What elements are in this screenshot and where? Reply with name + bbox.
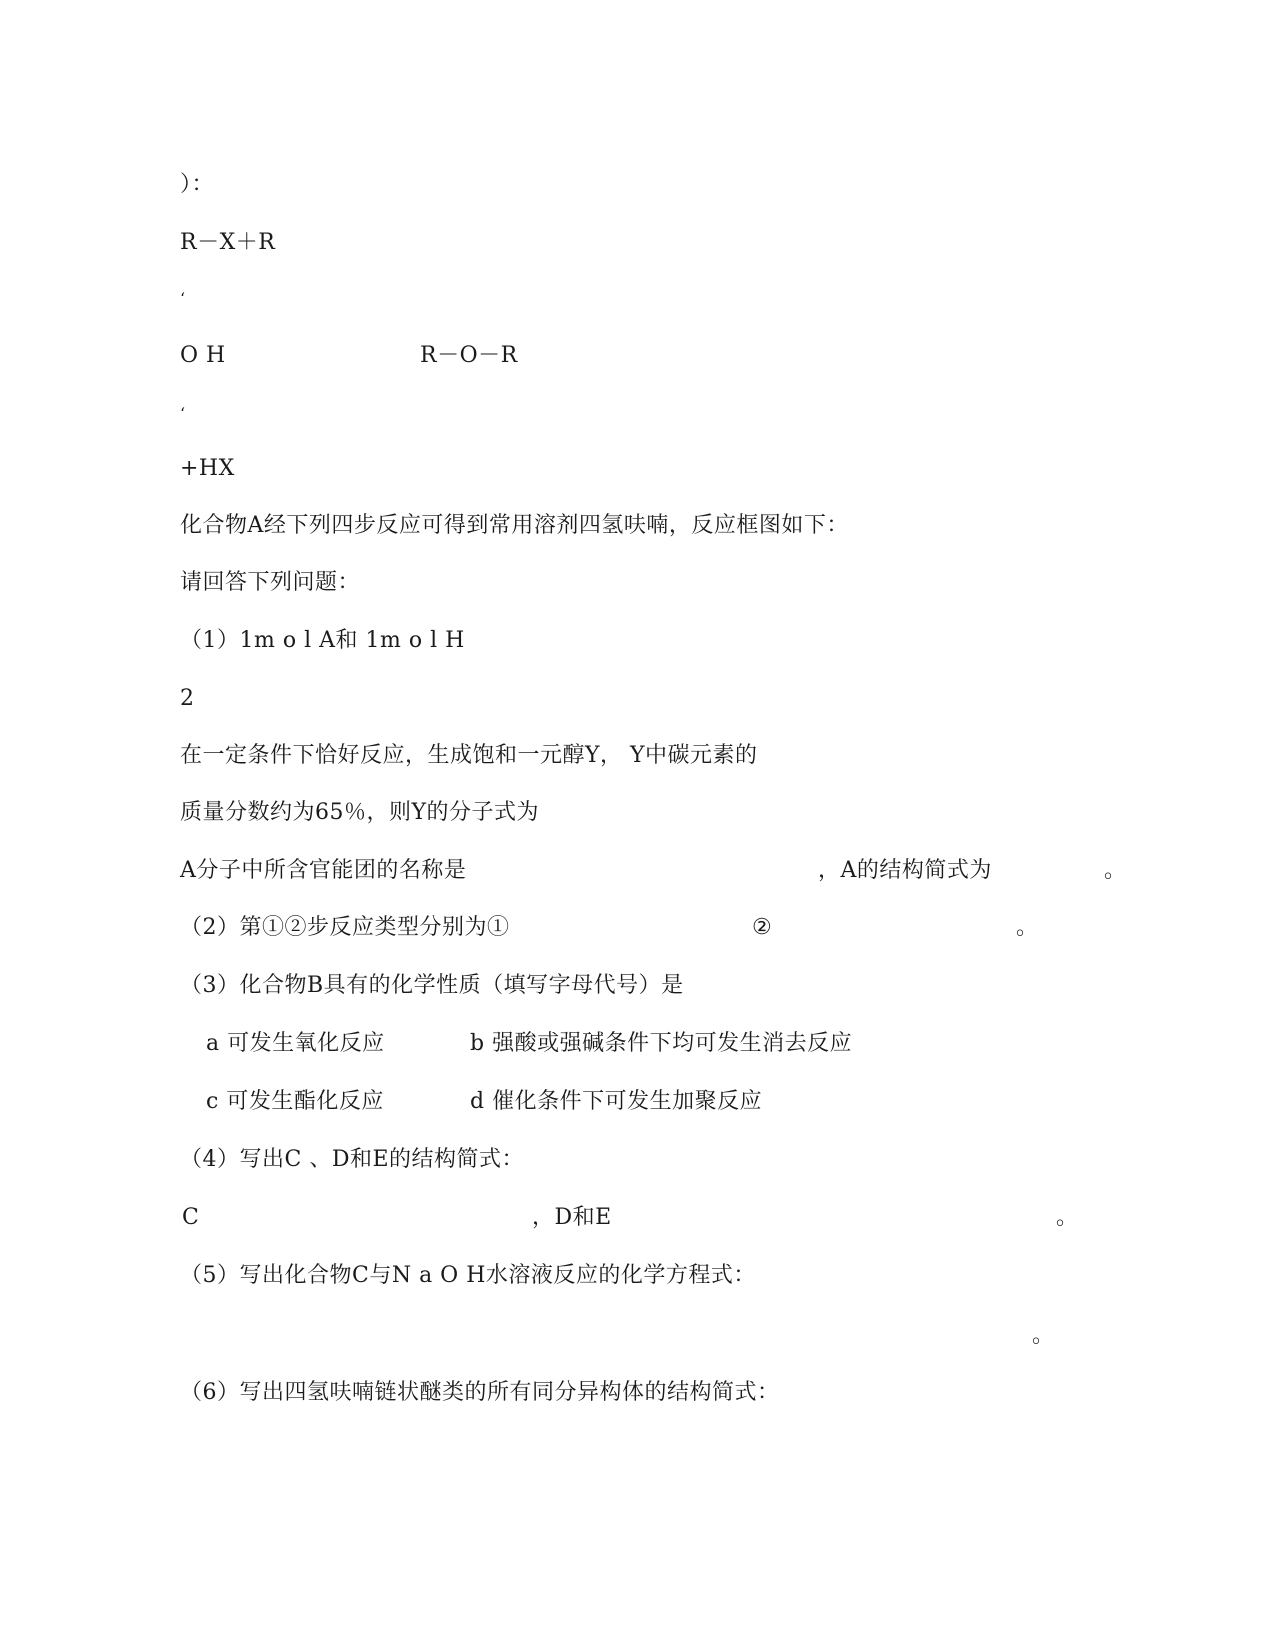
option-c: c 可发生酯化反应 [206, 1089, 384, 1114]
question-3: （3）化合物B具有的化学性质（填写字母代号）是 [180, 973, 684, 998]
question-1-cont: 质量分数约为65％，则Y的分子式为 [180, 800, 540, 825]
question-1: （1）1m o l A和 1m o l H [180, 628, 465, 653]
subscript-2: 2 [180, 686, 195, 711]
question-1-structure: ，A的结构简式为 [818, 858, 992, 883]
period-mark: 。 [1016, 915, 1039, 940]
period-mark: 。 [1056, 1205, 1079, 1230]
question-5: （5）写出化合物C与N a O H水溶液反应的化学方程式： [180, 1263, 756, 1288]
ether-product: R－O－R [420, 343, 518, 368]
reaction-reactants: R－X＋R [180, 230, 276, 255]
question-4: （4）写出C 、D和E的结构简式： [180, 1147, 525, 1172]
hx-product: +HX [180, 456, 235, 481]
question-intro: 化合物A经下列四步反应可得到常用溶剂四氢呋喃，反应框图如下： [180, 513, 849, 538]
answer-prompt: 请回答下列问题： [180, 570, 361, 595]
question-1-cont: 在一定条件下恰好反应，生成饱和一元醇Y， Y中碳元素的 [180, 743, 758, 768]
question-2: （2）第①②步反应类型分别为① [180, 915, 510, 940]
question-1-functional-group: A分子中所含官能团的名称是 [180, 858, 467, 883]
hydroxyl-label: O H [180, 343, 226, 368]
option-d: d 催化条件下可发生加聚反应 [470, 1089, 763, 1114]
prime-mark: ‘ [180, 289, 186, 308]
text-line: ）： [180, 172, 215, 197]
prime-mark: ‘ [180, 404, 186, 423]
question-6: （6）写出四氢呋喃链状醚类的所有同分异构体的结构简式： [180, 1380, 780, 1405]
option-b: b 强酸或强碱条件下均可发生消去反应 [470, 1031, 853, 1056]
period-mark: 。 [1104, 858, 1127, 883]
period-mark: 。 [1032, 1323, 1055, 1348]
answer-c: C [182, 1205, 200, 1230]
option-a: a 可发生氧化反应 [206, 1031, 385, 1056]
answer-d-e: ，D和E [532, 1205, 612, 1230]
step-2-marker: ② [752, 915, 773, 940]
